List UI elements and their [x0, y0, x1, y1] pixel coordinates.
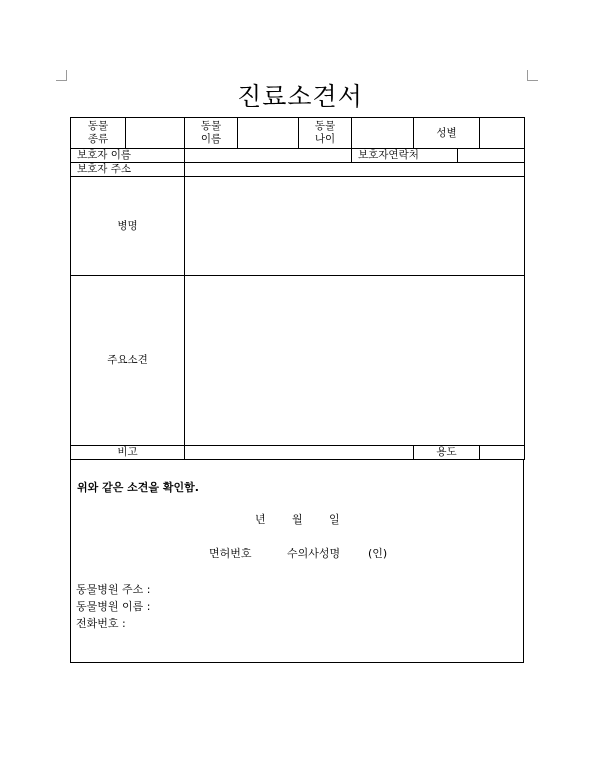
- guardian-contact-label: 보호자연락처: [352, 149, 458, 163]
- phone-label: 전화번호 :: [76, 617, 126, 630]
- animal-info-row: [71, 118, 525, 149]
- hospital-name-label: 동물병원 이름 :: [76, 600, 151, 613]
- guardian-name-field[interactable]: [185, 149, 352, 163]
- purpose-label: 용도: [414, 446, 480, 460]
- document-title: 진료소견서: [237, 82, 363, 111]
- month-label: 월: [292, 513, 303, 526]
- findings-label: 주요소견: [71, 276, 185, 446]
- sex-label: 성별: [414, 118, 480, 149]
- remarks-row: [71, 446, 525, 460]
- guardian-name-row: [71, 149, 525, 163]
- animal-name-label: 동물 이름: [185, 118, 238, 149]
- animal-name-field[interactable]: [238, 118, 299, 149]
- findings-row: [71, 276, 525, 446]
- diagnosis-label: 병명: [71, 177, 185, 276]
- confirmation-section: [70, 459, 524, 663]
- species-field[interactable]: [126, 118, 185, 149]
- animal-age-field[interactable]: [352, 118, 414, 149]
- day-label: 일: [329, 513, 340, 526]
- remarks-field[interactable]: [185, 446, 414, 460]
- purpose-field[interactable]: [480, 446, 525, 460]
- year-label: 년: [255, 513, 266, 526]
- guardian-name-label: 보호자 이름: [71, 149, 185, 163]
- guardian-address-row: [71, 163, 525, 177]
- license-number-label: 면허번호: [209, 547, 252, 560]
- seal-mark: (인): [368, 547, 388, 560]
- medical-opinion-form: [70, 117, 525, 460]
- guardian-address-label: 보호자 주소: [71, 163, 185, 177]
- confirmation-statement: 위와 같은 소견을 확인함.: [77, 481, 199, 494]
- findings-field[interactable]: [185, 276, 525, 446]
- sex-field[interactable]: [480, 118, 525, 149]
- guardian-contact-field[interactable]: [458, 149, 525, 163]
- guardian-address-field[interactable]: [185, 163, 525, 177]
- animal-age-label: 동물 나이: [299, 118, 352, 149]
- hospital-address-label: 동물병원 주소 :: [76, 583, 151, 596]
- veterinarian-name-label: 수의사성명: [287, 547, 341, 560]
- diagnosis-field[interactable]: [185, 177, 525, 276]
- hospital-info: [76, 581, 150, 632]
- diagnosis-row: [71, 177, 525, 276]
- species-label: 동물 종류: [71, 118, 126, 149]
- remarks-label: 비고: [71, 446, 185, 460]
